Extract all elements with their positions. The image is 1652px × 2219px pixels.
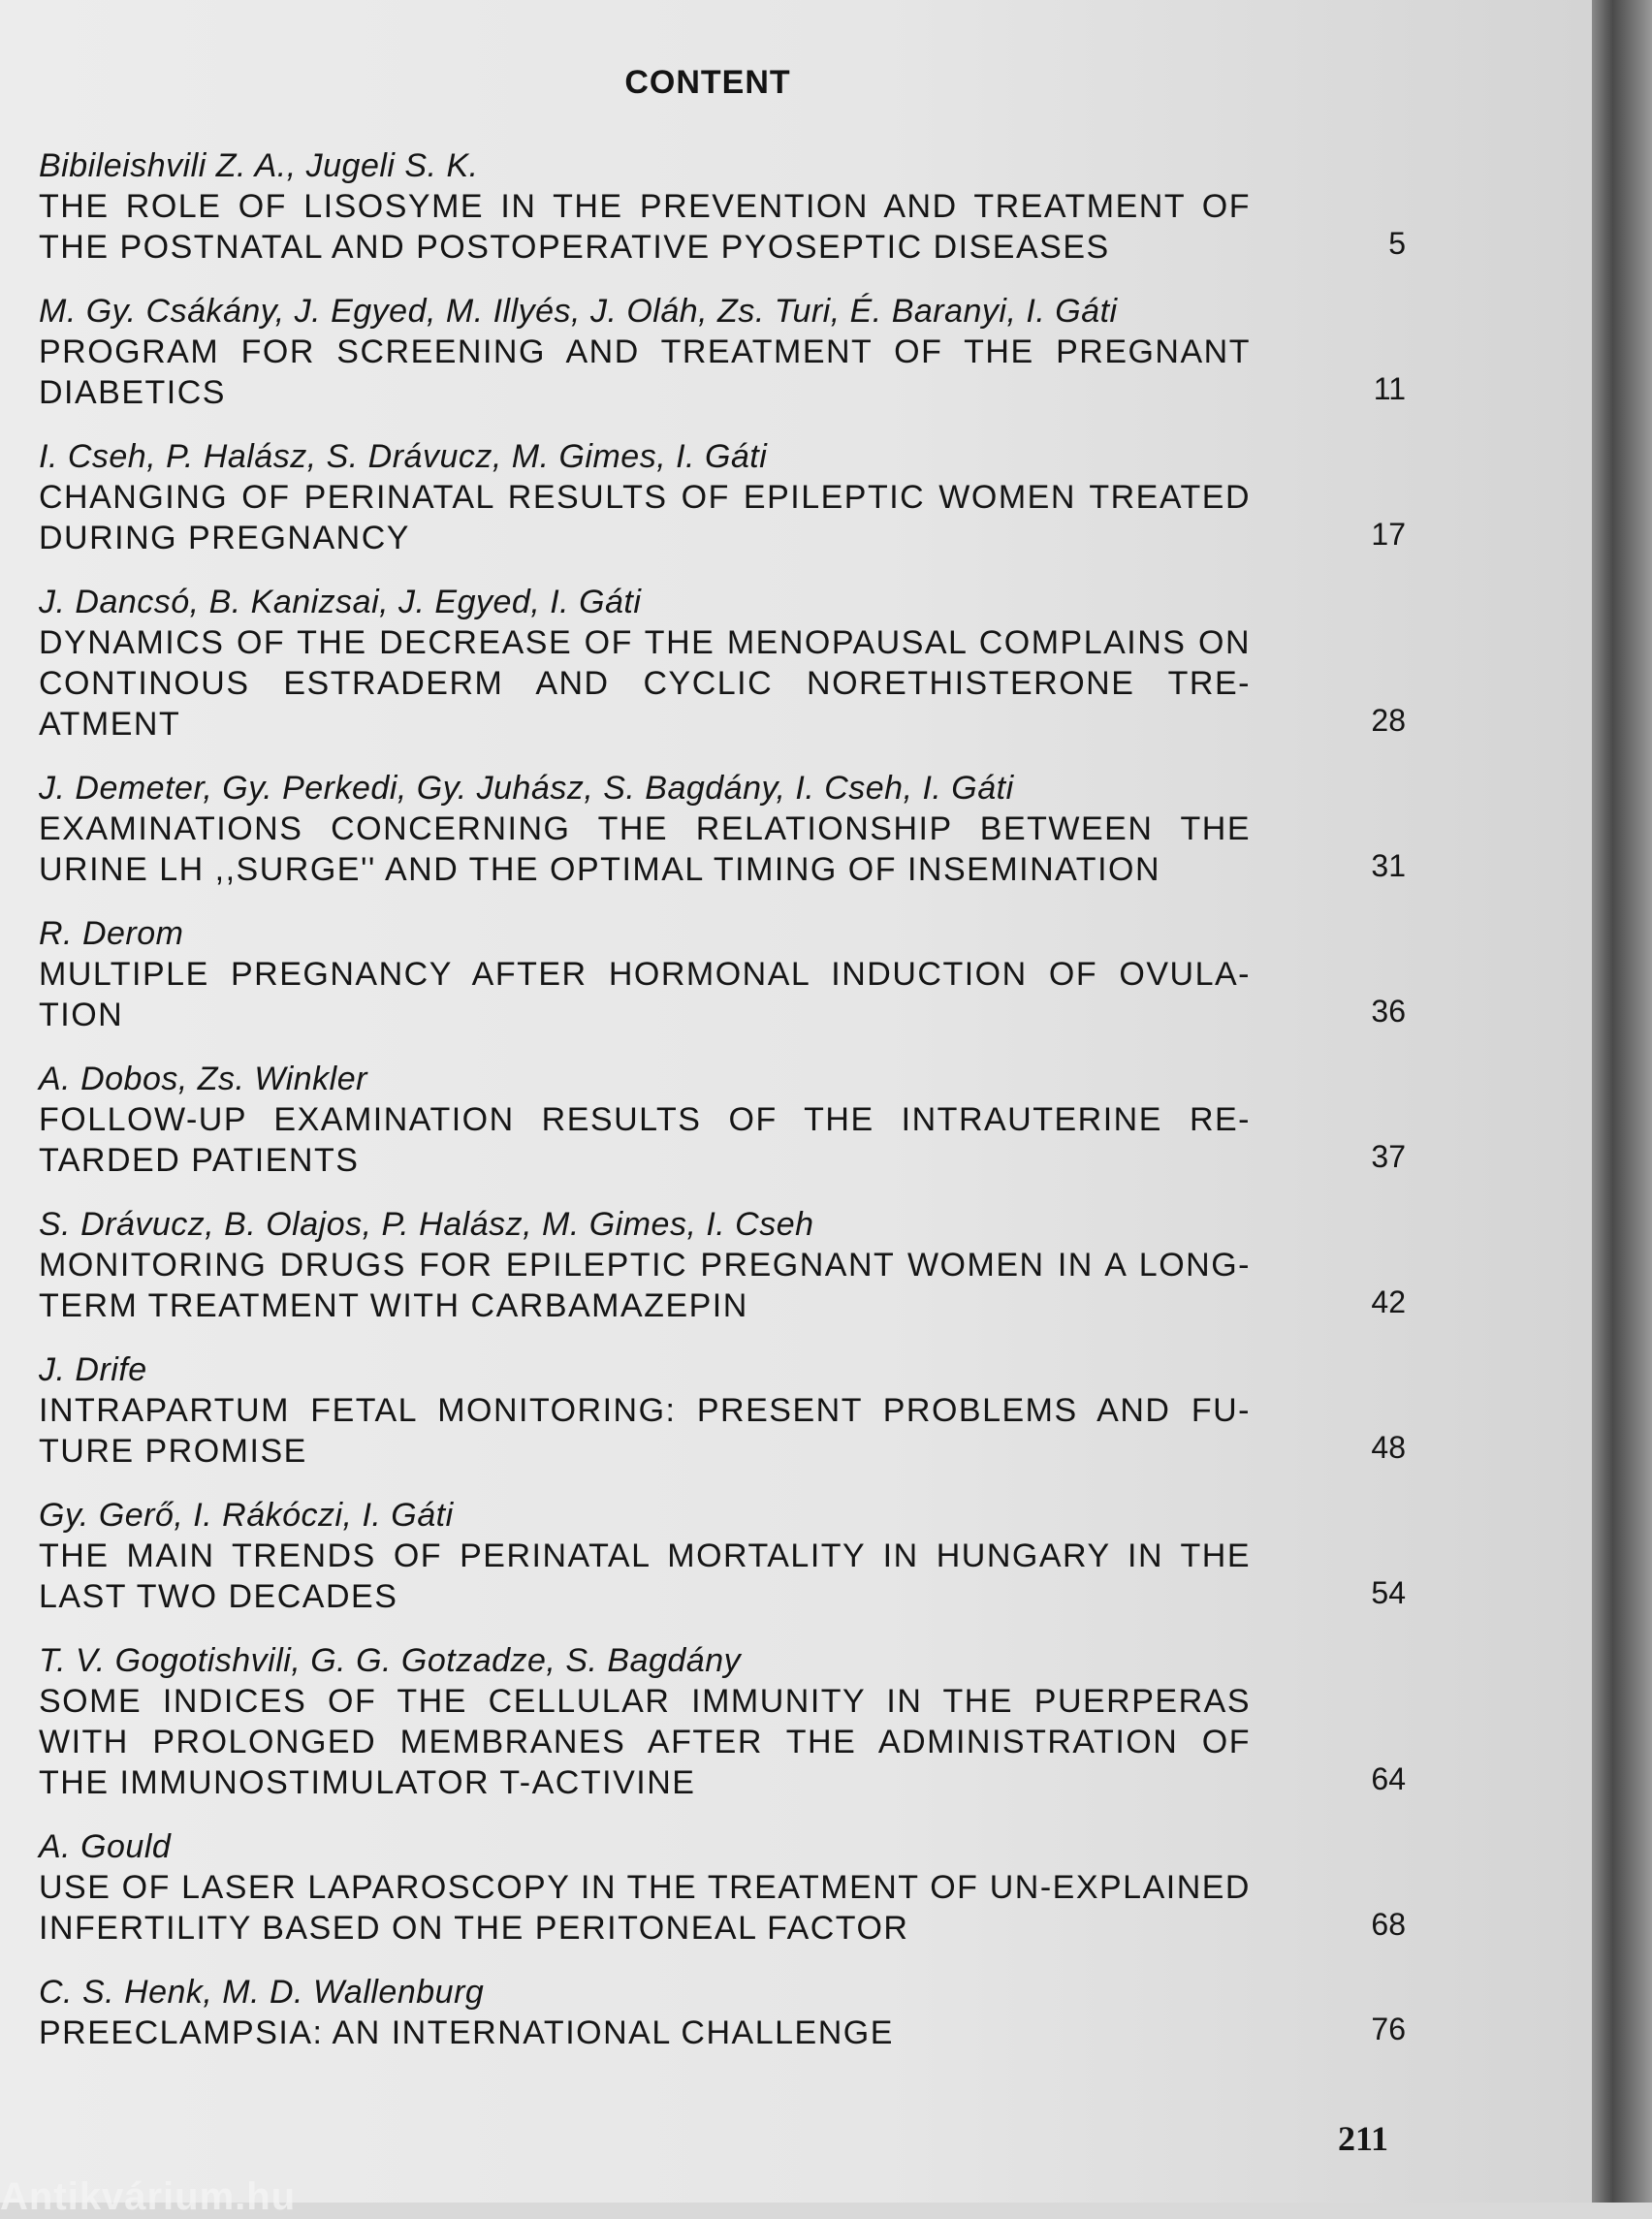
toc-entry-title: MULTIPLE PREGNANCY AFTER HORMONAL INDUCTION OF OVULA-TION (39, 956, 1251, 1033)
toc-entry-authors: I. Cseh, P. Halász, S. Drávucz, M. Gimes, I. Gáti (39, 438, 768, 475)
toc-entry-title: PROGRAM FOR SCREENING AND TREATMENT OF THE PREGNANT DIABETICS (39, 333, 1251, 411)
toc-entry (39, 768, 1406, 890)
toc-entry-page: 37 (1371, 1139, 1406, 1174)
toc-entry-page: 17 (1371, 517, 1406, 552)
toc-entry-title: EXAMINATIONS CONCERNING THE RELATIONSHIP BETWEEN THE URINE LH ,,SURGE'' AND THE OPTIMAL TIMING OF INSEMINATION (39, 810, 1251, 888)
toc-entry-title: SOME INDICES OF THE CELLULAR IMMUNITY IN THE PUERPERAS WITH PROLONGED MEMBRANES AFTER THE ADMINISTRATION OF THE IMMUNOSTIMULATOR T-ACTIVINE (39, 1683, 1251, 1801)
toc-entry (39, 145, 1406, 268)
toc-entry (39, 1349, 1406, 1472)
toc-entry-authors: J. Demeter, Gy. Perkedi, Gy. Juhász, S. Bagdány, I. Cseh, I. Gáti (39, 770, 1014, 807)
toc-entry-authors: A. Dobos, Zs. Winkler (39, 1061, 367, 1097)
toc-list (39, 145, 1406, 2076)
toc-entry (39, 436, 1406, 558)
toc-entry-authors: Bibileishvili Z. A., Jugeli S. K. (39, 147, 479, 184)
toc-entry-page: 28 (1371, 703, 1406, 738)
toc-entry (39, 1059, 1406, 1181)
toc-entry-page: 36 (1371, 994, 1406, 1029)
toc-entry-title: MONITORING DRUGS FOR EPILEPTIC PREGNANT WOMEN IN A LONG-TERM TREATMENT WITH CARBAMAZEPIN (39, 1247, 1251, 1324)
toc-entry-page: 54 (1371, 1575, 1406, 1610)
toc-entry-title: PREECLAMPSIA: AN INTERNATIONAL CHALLENGE (39, 2014, 894, 2051)
toc-entry-authors: R. Derom (39, 915, 184, 952)
toc-entry-title: THE MAIN TRENDS OF PERINATAL MORTALITY IN HUNGARY IN THE LAST TWO DECADES (39, 1537, 1251, 1615)
book-spine-edge (1592, 0, 1652, 2203)
toc-entry (39, 291, 1406, 413)
toc-entry-page: 68 (1371, 1907, 1406, 1942)
toc-entry-authors: A. Gould (39, 1828, 172, 1865)
toc-entry-title: THE ROLE OF LISOSYME IN THE PREVENTION AND TREATMENT OF THE POSTNATAL AND POSTOPERATIVE PYOSEPTIC DISEASES (39, 188, 1251, 266)
toc-entry-authors: M. Gy. Csákány, J. Egyed, M. Illyés, J. Oláh, Zs. Turi, É. Baranyi, I. Gáti (39, 293, 1118, 330)
toc-entry-title: CHANGING OF PERINATAL RESULTS OF EPILEPTIC WOMEN TREATED DURING PREGNANCY (39, 479, 1251, 556)
toc-entry-page: 42 (1371, 1284, 1406, 1319)
toc-entry (39, 1826, 1406, 1949)
toc-entry-authors: C. S. Henk, M. D. Wallenburg (39, 1974, 485, 2011)
toc-entry (39, 1640, 1406, 1803)
toc-entry-title: DYNAMICS OF THE DECREASE OF THE MENOPAUSAL COMPLAINS ON CONTINOUS ESTRADERM AND CYCLIC NORETHISTERONE TRE-ATMENT (39, 624, 1251, 743)
toc-entry-page: 76 (1371, 2012, 1406, 2046)
toc-entry-authors: T. V. Gogotishvili, G. G. Gotzadze, S. Bagdány (39, 1642, 742, 1679)
toc-entry-authors: J. Dancsó, B. Kanizsai, J. Egyed, I. Gáti (39, 584, 642, 620)
toc-entry (39, 582, 1406, 745)
toc-entry-page: 48 (1371, 1430, 1406, 1465)
toc-entry (39, 1204, 1406, 1326)
toc-entry (39, 913, 1406, 1035)
toc-entry-page: 5 (1388, 226, 1406, 261)
toc-entry-page: 11 (1373, 371, 1406, 406)
toc-entry-authors: Gy. Gerő, I. Rákóczi, I. Gáti (39, 1497, 454, 1534)
toc-entry-title: INTRAPARTUM FETAL MONITORING: PRESENT PROBLEMS AND FU-TURE PROMISE (39, 1392, 1251, 1470)
toc-entry-authors: J. Drife (39, 1351, 147, 1388)
toc-entry-title: FOLLOW-UP EXAMINATION RESULTS OF THE INTRAUTERINE RE-TARDED PATIENTS (39, 1101, 1251, 1179)
page-number: 211 (1338, 2119, 1389, 2158)
watermark: Antikvárium.hu (0, 2175, 297, 2218)
page-title: CONTENT (624, 64, 791, 101)
toc-entry-page: 31 (1371, 848, 1406, 883)
toc-entry-authors: S. Drávucz, B. Olajos, P. Halász, M. Gimes, I. Cseh (39, 1206, 814, 1243)
toc-entry-page: 64 (1371, 1761, 1406, 1796)
toc-entry (39, 1495, 1406, 1617)
toc-entry (39, 1972, 1406, 2053)
toc-entry-title: USE OF LASER LAPAROSCOPY IN THE TREATMENT OF UN-EXPLAINED INFERTILITY BASED ON THE PERITONEAL FACTOR (39, 1869, 1251, 1947)
